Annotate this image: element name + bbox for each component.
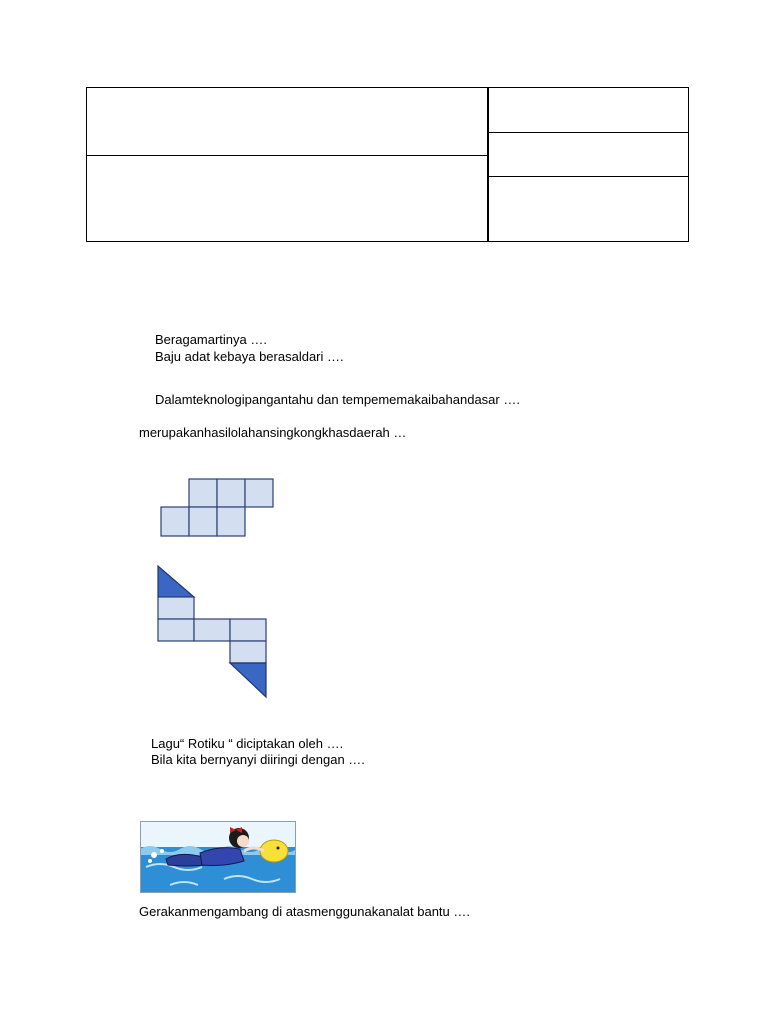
net-b-rect-2 [158, 619, 194, 641]
header-cell-right-3 [487, 176, 689, 242]
net-a-square-5 [189, 507, 217, 536]
net-b-triangle-bottom [230, 663, 266, 697]
header-cell-top-left [86, 87, 489, 156]
swim-splash-3 [148, 859, 152, 863]
net-a-square-3 [245, 479, 273, 507]
question-lagu: Lagu“ Rotiku “ diciptakan oleh …. [151, 736, 344, 751]
swim-face [237, 835, 249, 847]
swim-splash-2 [160, 849, 164, 853]
swim-body [200, 848, 244, 866]
net-b-rect-4 [230, 619, 266, 641]
header-cell-right-1 [487, 87, 689, 133]
question-teknologi: Dalamteknologipangantahu dan tempememakaibahandasar …. [155, 392, 520, 407]
question-kebaya: Baju adat kebaya berasaldari …. [155, 349, 344, 364]
net-b-rect-1 [158, 597, 194, 619]
prism-net-icon [157, 565, 269, 699]
header-cell-right-2 [487, 132, 689, 177]
swim-float [260, 840, 288, 862]
net-b-rect-5 [230, 641, 266, 663]
swim-legs [166, 854, 206, 866]
net-a-square-2 [217, 479, 245, 507]
question-mengambang: Gerakanmengambang di atasmenggunakanalat bantu …. [139, 904, 470, 919]
header-cell-bottom-left [86, 155, 489, 242]
net-a-square-1 [189, 479, 217, 507]
swimming-girl-icon [140, 821, 296, 893]
question-singkong: merupakanhasilolahansingkongkhasdaerah … [139, 425, 407, 440]
net-a-square-4 [161, 507, 189, 536]
net-b-rect-3 [194, 619, 230, 641]
swim-splash-1 [151, 852, 157, 858]
question-beragam: Beragamartinya …. [155, 332, 267, 347]
question-bernyanyi: Bila kita bernyanyi diiringi dengan …. [151, 752, 365, 767]
net-a-square-6 [217, 507, 245, 536]
net-b-triangle-top [158, 566, 194, 597]
cube-net-icon [160, 478, 276, 538]
swim-float-eye [277, 847, 280, 850]
